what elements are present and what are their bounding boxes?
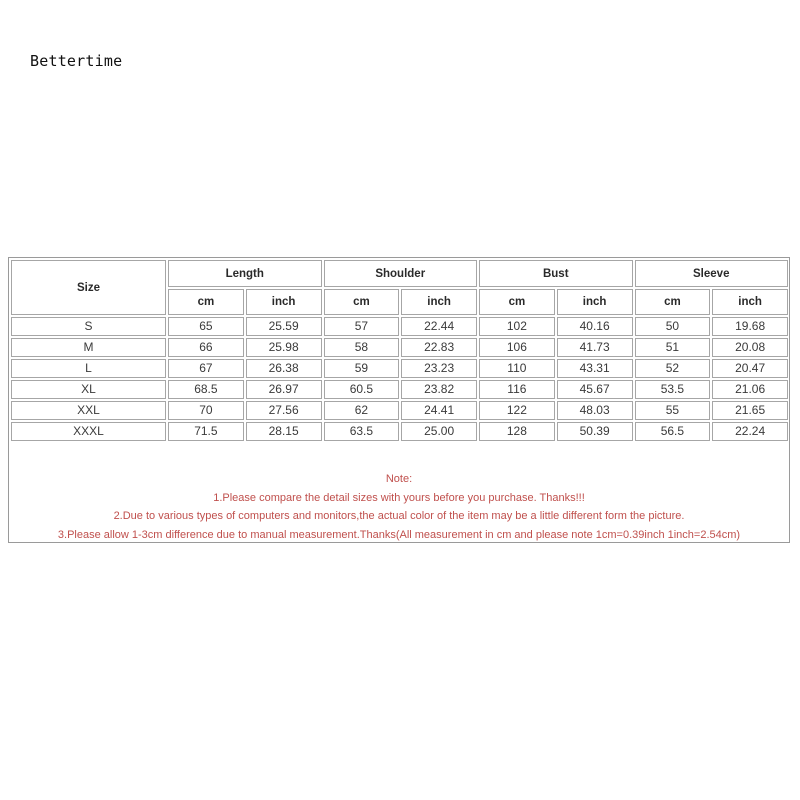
table-row bbox=[11, 422, 788, 441]
measurement-cell: 66 bbox=[168, 338, 244, 357]
measurement-cell: 21.65 bbox=[712, 401, 788, 420]
unit-header: cm bbox=[168, 289, 244, 315]
measurement-cell: 56.5 bbox=[635, 422, 711, 441]
table-row bbox=[11, 338, 788, 357]
unit-header: inch bbox=[557, 289, 633, 315]
size-cell: L bbox=[11, 359, 166, 378]
note-line: 3.Please allow 1-3cm difference due to manual measurement.Thanks(All measurement in cm and please note 1cm=0.39inch 1inch=2.54cm) bbox=[57, 528, 741, 541]
measurement-cell: 22.24 bbox=[712, 422, 788, 441]
measurement-cell: 23.23 bbox=[401, 359, 477, 378]
table-row bbox=[11, 317, 788, 336]
group-header-row bbox=[11, 260, 788, 287]
table-body bbox=[11, 317, 788, 441]
note-line: 1.Please compare the detail sizes with yours before you purchase. Thanks!!! bbox=[213, 491, 585, 504]
unit-header: cm bbox=[324, 289, 400, 315]
measurement-cell: 22.44 bbox=[401, 317, 477, 336]
measurement-cell: 71.5 bbox=[168, 422, 244, 441]
measurement-cell: 25.59 bbox=[246, 317, 322, 336]
sleeve-header: Sleeve bbox=[635, 260, 789, 287]
shoulder-header: Shoulder bbox=[324, 260, 478, 287]
size-chart bbox=[8, 257, 790, 543]
size-cell: S bbox=[11, 317, 166, 336]
unit-header: cm bbox=[479, 289, 555, 315]
measurement-cell: 62 bbox=[324, 401, 400, 420]
table-row bbox=[11, 380, 788, 399]
measurement-cell: 50 bbox=[635, 317, 711, 336]
measurement-cell: 25.00 bbox=[401, 422, 477, 441]
measurement-cell: 55 bbox=[635, 401, 711, 420]
measurement-cell: 102 bbox=[479, 317, 555, 336]
measurement-cell: 22.83 bbox=[401, 338, 477, 357]
measurement-cell: 122 bbox=[479, 401, 555, 420]
measurement-cell: 51 bbox=[635, 338, 711, 357]
measurement-cell: 21.06 bbox=[712, 380, 788, 399]
measurement-cell: 57 bbox=[324, 317, 400, 336]
size-cell: XXXL bbox=[11, 422, 166, 441]
unit-header: inch bbox=[712, 289, 788, 315]
size-cell: XL bbox=[11, 380, 166, 399]
brand-name: Bettertime bbox=[30, 52, 123, 70]
measurement-cell: 26.97 bbox=[246, 380, 322, 399]
measurement-cell: 20.08 bbox=[712, 338, 788, 357]
measurement-cell: 27.56 bbox=[246, 401, 322, 420]
measurement-cell: 106 bbox=[479, 338, 555, 357]
measurement-cell: 25.98 bbox=[246, 338, 322, 357]
measurement-cell: 19.68 bbox=[712, 317, 788, 336]
measurement-cell: 110 bbox=[479, 359, 555, 378]
measurement-cell: 24.41 bbox=[401, 401, 477, 420]
note-title: Note: bbox=[385, 473, 413, 485]
measurement-cell: 60.5 bbox=[324, 380, 400, 399]
measurement-cell: 59 bbox=[324, 359, 400, 378]
measurement-cell: 67 bbox=[168, 359, 244, 378]
note-line: 2.Due to various types of computers and monitors,the actual color of the item may be a little different form the picture. bbox=[113, 510, 685, 522]
unit-header: inch bbox=[401, 289, 477, 315]
table-row bbox=[11, 359, 788, 378]
measurement-cell: 48.03 bbox=[557, 401, 633, 420]
measurement-cell: 26.38 bbox=[246, 359, 322, 378]
size-cell: M bbox=[11, 338, 166, 357]
measurement-cell: 41.73 bbox=[557, 338, 633, 357]
measurement-cell: 116 bbox=[479, 380, 555, 399]
measurement-cell: 65 bbox=[168, 317, 244, 336]
measurement-cell: 23.82 bbox=[401, 380, 477, 399]
measurement-cell: 43.31 bbox=[557, 359, 633, 378]
notes-block bbox=[9, 470, 789, 544]
unit-header: inch bbox=[246, 289, 322, 315]
length-header: Length bbox=[168, 260, 322, 287]
measurement-cell: 70 bbox=[168, 401, 244, 420]
measurement-cell: 40.16 bbox=[557, 317, 633, 336]
measurement-cell: 63.5 bbox=[324, 422, 400, 441]
measurement-cell: 45.67 bbox=[557, 380, 633, 399]
measurement-cell: 128 bbox=[479, 422, 555, 441]
bust-header: Bust bbox=[479, 260, 633, 287]
size-table bbox=[9, 258, 790, 443]
measurement-cell: 20.47 bbox=[712, 359, 788, 378]
measurement-cell: 28.15 bbox=[246, 422, 322, 441]
unit-header: cm bbox=[635, 289, 711, 315]
table-row bbox=[11, 401, 788, 420]
measurement-cell: 58 bbox=[324, 338, 400, 357]
measurement-cell: 50.39 bbox=[557, 422, 633, 441]
measurement-cell: 52 bbox=[635, 359, 711, 378]
size-column-header: Size bbox=[11, 260, 166, 315]
measurement-cell: 53.5 bbox=[635, 380, 711, 399]
size-cell: XXL bbox=[11, 401, 166, 420]
measurement-cell: 68.5 bbox=[168, 380, 244, 399]
